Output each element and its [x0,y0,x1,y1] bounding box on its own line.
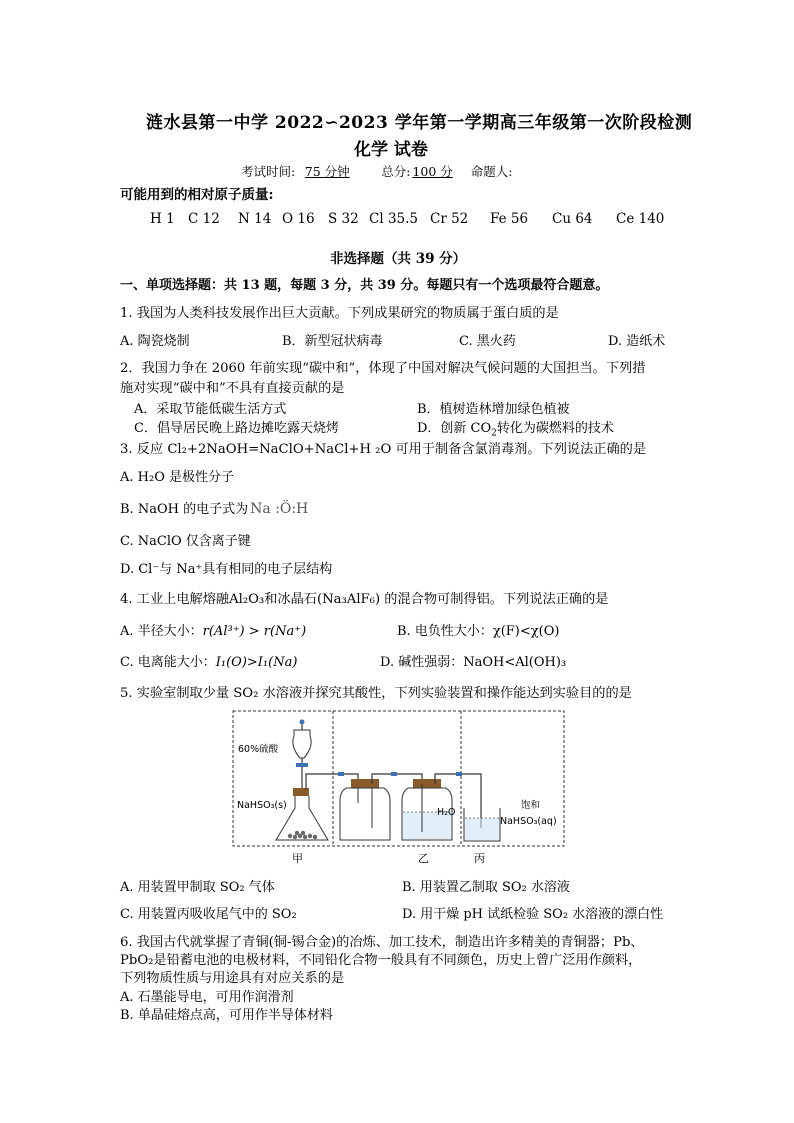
q4-option-a-pre: A. 半径大小： [120,624,203,639]
exam-title: 涟水县第一中学 2022∽2023 学年第一学期高三年级第一次阶段检测 [146,113,693,133]
q1-option-a: A. 陶瓷烧制 [120,334,190,349]
solid-granules [288,831,317,839]
mass-item: Ce 140 [616,211,665,227]
beaker-solution [465,818,499,840]
q1-option-d: D. 造纸术 [608,334,666,349]
q5-option-c: C. 用装置丙吸收尾气中的 SO₂ [120,907,297,922]
q4-option-d-formula: NaOH<Al(OH)₃ [463,655,567,670]
mass-item: Cl 35.5 [369,211,418,227]
q3-option-c: C. NaClO 仅含离子键 [120,534,251,549]
q2-option-c: C．倡导居民晚上路边摊吃露天烧烤 [134,421,339,436]
q2-option-d-pre: D．创新 CO [417,421,492,436]
mass-item: S 32 [328,211,359,227]
gas-bottle-1 [340,788,390,840]
time-label: 考试时间: [241,164,296,179]
exam-meta [241,162,512,180]
score-value: 100 分 [412,164,453,179]
mass-item: O 16 [282,211,315,227]
bottle2-stopper [413,779,441,788]
label-solid: NaHSO₃(s) [237,800,287,811]
q2-option-d-post: 转化为碳燃料的技术 [496,421,614,436]
naoh-electron-formula: Na :Ö:H [250,501,309,517]
q4-option-a-formula: r(Al³⁺) > r(Na⁺) [202,624,307,639]
q2-stem-line1: 2．我国力争在 2060 年前实现“碳中和”，体现了中国对解决气候问题的大国担当。下列措 [120,361,646,376]
mass-item: H 1 [150,211,175,227]
q3-stem: 3. 反应 Cl₂+2NaOH=NaClO+NaCl+H ₂O 可用于制备含氯消毒剂。下列说法正确的是 [120,442,647,457]
mass-item: N 14 [238,211,272,227]
q5-stem: 5. 实验室制取少量 SO₂ 水溶液并探究其酸性，下列实验装置和操作能达到实验目的的是 [120,686,632,701]
part1-instructions: 一、单项选择题：共 13 题，每题 3 分，共 39 分。每题只有一个选项最符合题意。 [120,278,609,293]
q6-option-a: A. 石墨能导电，可用作润滑剂 [120,990,294,1005]
label-saturated: 饱和 [521,800,541,811]
q4-option-d [380,651,566,670]
bottle1-stopper [351,779,379,788]
q2-stem-line2: 施对实现“碳中和”不具有直接贡献的是 [120,381,345,396]
flask-stopper [293,788,309,796]
funnel-valve [296,763,308,767]
q6-stem-line3: 下列物质性质与用途具有对应关系的是 [120,971,345,986]
q4-option-b-formula: χ(F)<χ(O) [492,624,560,639]
exam-subtitle: 化学 试卷 [354,140,428,160]
q2-option-a: A．采取节能低碳生活方式 [134,402,287,417]
label-jia: 甲 [292,852,303,865]
mass-item: C 12 [188,211,220,227]
separatory-funnel [293,730,311,758]
q4-stem: 4. 工业上电解熔融Al₂O₃和冰晶石(Na₃AlF₆) 的混合物可制得铝。下列说法正确的是 [120,592,609,607]
q4-option-a [120,620,306,639]
mass-item: Cr 52 [430,211,469,227]
label-acid: 60%硫酸 [238,744,279,755]
time-value: 75 分钟 [304,164,350,179]
q2-option-d [417,417,614,439]
q4-option-d-pre: D. 碱性强弱： [380,655,464,670]
mass-item: Fe 56 [490,211,529,227]
q6-stem-line1: 6. 我国古代就掌握了青铜(铜-锡合金)的冶炼、加工技术，制造出许多精美的青铜器；Pb、 [120,935,644,950]
q4-option-b [397,620,559,639]
q6-option-b: B. 单晶硅熔点高，可用作半导体材料 [120,1008,333,1023]
q4-option-c-formula: I₁(O)>I₁(Na) [215,655,298,670]
q4-option-c-pre: C. 电离能大小： [120,655,216,670]
label-bing: 丙 [474,852,485,865]
section-heading: 非选择题（共 39 分） [330,251,467,267]
label-nahso3-aq: NaHSO₃(aq) [500,816,557,827]
q4-option-c [120,651,297,670]
label-yi: 乙 [418,852,429,865]
q1-option-b: B．新型冠状病毒 [282,334,383,349]
atomic-mass-heading: 可能用到的相对原子质量: [120,187,274,203]
mass-item: Cu 64 [552,211,593,227]
q6-stem-line2: PbO₂是铅蓄电池的电极材料，不同铅化合物一般具有不同颜色，历史上曾广泛用作颜料， [120,953,642,968]
q5-option-a: A. 用装置甲制取 SO₂ 气体 [120,880,275,895]
q2-option-d-sub: 2 [491,428,497,439]
q1-stem: 1. 我国为人类科技发展作出巨大贡献。下列成果研究的物质属于蛋白质的是 [120,306,559,321]
score-label: 总分: [381,164,411,179]
q5-apparatus-figure [230,708,570,870]
q1-option-c: C. 黑火药 [459,334,516,349]
author-label: 命题人: [470,164,513,179]
funnel-stopper [300,720,305,725]
q2-option-b: B．植树造林增加绿色植被 [417,402,570,417]
q4-option-b-pre: B. 电负性大小： [397,624,493,639]
q3-option-b-pre: B. NaOH 的电子式为 [120,502,249,517]
q5-option-d: D. 用干燥 pH 试纸检验 SO₂ 水溶液的漂白性 [402,907,664,922]
label-water: H₂O [437,807,456,818]
q5-option-b: B. 用装置乙制取 SO₂ 水溶液 [402,880,570,895]
q3-option-a: A. H₂O 是极性分子 [120,470,234,485]
q3-option-b [120,498,308,517]
q3-option-d: D. Cl⁻与 Na⁺具有相同的电子层结构 [120,562,333,577]
